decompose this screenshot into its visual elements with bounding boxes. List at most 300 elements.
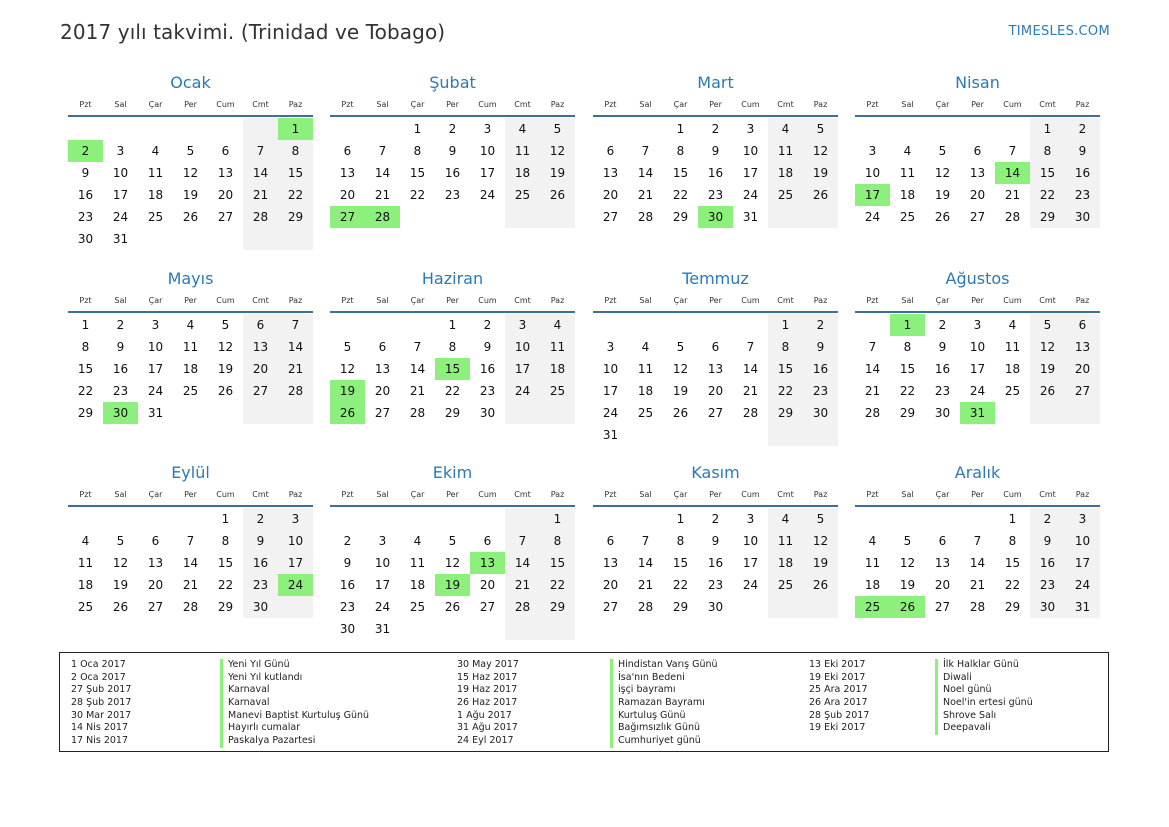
day-cell: 17: [969, 362, 986, 376]
day-cell: 28: [637, 600, 654, 614]
day-cell: 26: [934, 210, 951, 224]
day-cell: 12: [899, 556, 916, 570]
weekday-header: [593, 488, 838, 502]
day-cell: 5: [221, 318, 230, 332]
day-cell: 27: [479, 600, 496, 614]
day-cell: 1: [221, 512, 230, 526]
day-cell: 2: [711, 512, 720, 526]
legend-holiday-name: Noel günü: [935, 684, 1033, 697]
header-divider: [330, 505, 575, 507]
empty-cell: [68, 508, 103, 530]
empty-cell: [1030, 402, 1065, 424]
month-2: [330, 72, 575, 228]
day-cell: 6: [606, 144, 615, 158]
day-cell: 11: [768, 140, 803, 162]
day-cell: 30: [243, 596, 278, 618]
day-cell: 27: [217, 210, 234, 224]
weekday-label: Çar: [410, 100, 425, 109]
day-cell: 28: [969, 600, 986, 614]
empty-cell: [890, 508, 925, 530]
legend-holiday-name: Paskalya Pazartesi: [220, 735, 369, 748]
day-cell: 20: [374, 384, 391, 398]
day-cell: 14: [637, 556, 654, 570]
header-divider: [68, 505, 313, 507]
legend-date: 24 Eyl 2017: [457, 735, 514, 747]
day-cell: 7: [973, 534, 982, 548]
weekday-label: Pzt: [341, 296, 354, 305]
day-cell: 17: [112, 188, 129, 202]
empty-cell: [470, 508, 505, 530]
weekday-label: Paz: [1075, 296, 1090, 305]
day-cell: 9: [938, 340, 947, 354]
day-cell: 3: [278, 508, 313, 530]
day-cell: 5: [448, 534, 457, 548]
day-cell: 5: [343, 340, 352, 354]
day-cell: 14: [637, 166, 654, 180]
weekday-label: Per: [971, 100, 984, 109]
day-cell: 13: [602, 166, 619, 180]
day-cell: 2: [711, 122, 720, 136]
day-cell: 16: [77, 188, 94, 202]
day-cell: 11: [505, 140, 540, 162]
weekday-label: Cmt: [1039, 296, 1056, 305]
empty-cell: [628, 508, 663, 530]
month-name: Şubat: [429, 73, 476, 92]
day-grid: [68, 508, 313, 618]
empty-cell: [435, 206, 470, 228]
holiday-legend: [59, 652, 1109, 752]
weekday-label: Pzt: [866, 296, 879, 305]
empty-cell: [855, 118, 890, 140]
weekday-label: Çar: [410, 296, 425, 305]
empty-cell: [208, 228, 243, 250]
day-cell: 13: [1065, 336, 1100, 358]
day-cell: 26: [803, 574, 838, 596]
day-cell: 6: [483, 534, 492, 548]
day-cell: 27: [147, 600, 164, 614]
day-cell: 17: [505, 358, 540, 380]
header-divider: [68, 311, 313, 313]
holiday-day-cell: 1: [890, 314, 925, 336]
day-cell: 18: [505, 162, 540, 184]
day-cell: 24: [742, 188, 759, 202]
day-cell: 21: [243, 184, 278, 206]
day-cell: 4: [768, 118, 803, 140]
day-cell: 24: [479, 188, 496, 202]
day-cell: 7: [746, 340, 755, 354]
day-cell: 22: [278, 184, 313, 206]
day-cell: 4: [413, 534, 422, 548]
weekday-label: Cum: [741, 296, 760, 305]
day-cell: 28: [637, 210, 654, 224]
day-cell: 16: [707, 556, 724, 570]
weekday-label: Pzt: [866, 100, 879, 109]
day-cell: 6: [243, 314, 278, 336]
day-cell: 20: [147, 578, 164, 592]
weekday-label: Cum: [216, 100, 235, 109]
day-cell: 10: [147, 340, 164, 354]
day-cell: 13: [339, 166, 356, 180]
weekday-label: Sal: [114, 296, 127, 305]
day-cell: 12: [339, 362, 356, 376]
day-cell: 17: [1065, 552, 1100, 574]
weekday-label: Pzt: [341, 100, 354, 109]
month-name: Ekim: [432, 463, 473, 482]
weekday-label: Cmt: [514, 100, 531, 109]
day-cell: 29: [444, 406, 461, 420]
holiday-day-cell: 25: [855, 596, 890, 618]
day-cell: 14: [182, 556, 199, 570]
day-cell: 9: [116, 340, 125, 354]
day-cell: 13: [969, 166, 986, 180]
day-cell: 2: [343, 534, 352, 548]
day-cell: 1: [413, 122, 422, 136]
day-cell: 14: [505, 552, 540, 574]
day-cell: 16: [934, 362, 951, 376]
day-cell: 10: [505, 336, 540, 358]
empty-cell: [208, 118, 243, 140]
weekday-label: Paz: [550, 296, 565, 305]
day-cell: 7: [278, 314, 313, 336]
day-cell: 24: [1065, 574, 1100, 596]
legend-date: 31 Ağu 2017: [457, 722, 518, 734]
day-cell: 14: [278, 336, 313, 358]
day-grid: [593, 118, 838, 228]
day-cell: 15: [672, 556, 689, 570]
empty-cell: [243, 118, 278, 140]
day-cell: 4: [1008, 318, 1017, 332]
day-cell: 26: [540, 184, 575, 206]
day-cell: 8: [676, 534, 685, 548]
weekday-label: Cmt: [514, 490, 531, 499]
day-cell: 9: [243, 530, 278, 552]
month-name: Aralık: [954, 463, 1001, 482]
day-cell: 10: [742, 534, 759, 548]
day-cell: 18: [409, 578, 426, 592]
day-cell: 26: [1030, 380, 1065, 402]
empty-cell: [925, 118, 960, 140]
day-cell: 18: [637, 384, 654, 398]
day-cell: 28: [278, 380, 313, 402]
day-cell: 24: [602, 406, 619, 420]
day-cell: 24: [374, 600, 391, 614]
empty-cell: [733, 424, 768, 446]
brand-link[interactable]: TIMESLES.COM: [1008, 24, 1110, 39]
day-cell: 15: [1030, 162, 1065, 184]
empty-cell: [995, 402, 1030, 424]
day-cell: 6: [378, 340, 387, 354]
day-cell: 8: [1030, 140, 1065, 162]
day-cell: 29: [672, 600, 689, 614]
weekday-label: Paz: [1075, 490, 1090, 499]
weekday-header: [330, 488, 575, 502]
weekday-label: Sal: [376, 490, 389, 499]
weekday-label: Paz: [550, 100, 565, 109]
day-cell: 19: [182, 188, 199, 202]
day-cell: 12: [803, 530, 838, 552]
day-cell: 5: [803, 508, 838, 530]
empty-cell: [803, 596, 838, 618]
day-cell: 15: [1004, 556, 1021, 570]
empty-cell: [768, 206, 803, 228]
day-cell: 13: [934, 556, 951, 570]
day-cell: 25: [182, 384, 199, 398]
header-divider: [855, 505, 1100, 507]
empty-cell: [470, 206, 505, 228]
day-cell: 28: [409, 406, 426, 420]
month-6: [330, 268, 575, 424]
empty-cell: [628, 118, 663, 140]
weekday-label: Cmt: [252, 490, 269, 499]
empty-cell: [243, 228, 278, 250]
month-name: Mayıs: [167, 269, 214, 288]
day-cell: 12: [182, 166, 199, 180]
month-11: [593, 462, 838, 618]
day-grid: [855, 118, 1100, 228]
day-cell: 18: [540, 358, 575, 380]
empty-cell: [960, 508, 995, 530]
day-cell: 31: [742, 210, 759, 224]
legend-names-col-1: [220, 659, 369, 748]
weekday-label: Cmt: [252, 296, 269, 305]
day-cell: 1: [540, 508, 575, 530]
day-cell: 9: [1065, 140, 1100, 162]
day-cell: 10: [1065, 530, 1100, 552]
weekday-label: Pzt: [341, 490, 354, 499]
day-cell: 26: [672, 406, 689, 420]
legend-holiday-name: işçi bayramı: [610, 684, 718, 697]
page-title: 2017 yılı takvimi. (Trinidad ve Tobago): [60, 20, 446, 44]
day-cell: 9: [803, 336, 838, 358]
legend-holiday-name: Karnaval: [220, 684, 369, 697]
day-grid: [855, 314, 1100, 424]
day-cell: 27: [602, 210, 619, 224]
empty-cell: [208, 402, 243, 424]
day-cell: 11: [864, 556, 881, 570]
day-cell: 25: [147, 210, 164, 224]
day-cell: 13: [374, 362, 391, 376]
day-cell: 6: [938, 534, 947, 548]
weekday-header: [855, 488, 1100, 502]
legend-holiday-name: Noel'in ertesi günü: [935, 697, 1033, 710]
day-cell: 20: [243, 358, 278, 380]
day-cell: 30: [803, 402, 838, 424]
empty-cell: [330, 314, 365, 336]
day-cell: 1: [448, 318, 457, 332]
day-cell: 12: [803, 140, 838, 162]
empty-cell: [435, 508, 470, 530]
empty-cell: [400, 206, 435, 228]
empty-cell: [663, 424, 698, 446]
day-cell: 2: [448, 122, 457, 136]
empty-cell: [138, 118, 173, 140]
day-cell: 11: [182, 340, 199, 354]
day-cell: 25: [505, 184, 540, 206]
legend-date: 28 Şub 2017: [71, 697, 132, 709]
holiday-day-cell: 14: [995, 162, 1030, 184]
day-cell: 23: [1030, 574, 1065, 596]
weekday-header: [855, 294, 1100, 308]
day-cell: 7: [378, 144, 387, 158]
empty-cell: [278, 228, 313, 250]
day-cell: 29: [1030, 206, 1065, 228]
empty-cell: [470, 618, 505, 640]
day-cell: 27: [243, 380, 278, 402]
day-cell: 8: [413, 144, 422, 158]
day-cell: 14: [864, 362, 881, 376]
weekday-label: Paz: [288, 296, 303, 305]
weekday-label: Pzt: [79, 100, 92, 109]
day-cell: 3: [378, 534, 387, 548]
day-cell: 4: [186, 318, 195, 332]
month-12: [855, 462, 1100, 618]
day-cell: 27: [1065, 380, 1100, 402]
day-cell: 26: [803, 184, 838, 206]
empty-cell: [663, 314, 698, 336]
legend-holiday-name: Kurtuluş Günü: [610, 710, 718, 723]
day-grid: [593, 314, 838, 446]
day-cell: 22: [540, 574, 575, 596]
day-cell: 17: [374, 578, 391, 592]
weekday-label: Cmt: [777, 100, 794, 109]
day-cell: 22: [217, 578, 234, 592]
day-cell: 30: [77, 232, 94, 246]
weekday-label: Per: [184, 490, 197, 499]
weekday-label: Per: [709, 296, 722, 305]
day-cell: 14: [243, 162, 278, 184]
day-cell: 16: [479, 362, 496, 376]
day-cell: 5: [186, 144, 195, 158]
day-cell: 12: [672, 362, 689, 376]
day-cell: 10: [112, 166, 129, 180]
day-cell: 27: [707, 406, 724, 420]
weekday-label: Sal: [376, 100, 389, 109]
holiday-day-cell: 28: [365, 206, 400, 228]
day-cell: 16: [112, 362, 129, 376]
day-cell: 25: [899, 210, 916, 224]
legend-holiday-name: Manevi Baptist Kurtuluş Günü: [220, 710, 369, 723]
day-cell: 5: [803, 118, 838, 140]
day-cell: 28: [182, 600, 199, 614]
day-cell: 13: [147, 556, 164, 570]
day-cell: 29: [899, 406, 916, 420]
empty-cell: [400, 314, 435, 336]
day-cell: 15: [217, 556, 234, 570]
legend-holiday-name: Bağımsızlık Günü: [610, 722, 718, 735]
day-cell: 12: [112, 556, 129, 570]
weekday-label: Sal: [639, 296, 652, 305]
legend-holiday-name: Yeni Yıl kutlandı: [220, 672, 369, 685]
day-cell: 17: [278, 552, 313, 574]
empty-cell: [243, 402, 278, 424]
day-cell: 10: [374, 556, 391, 570]
weekday-label: Cum: [478, 490, 497, 499]
weekday-label: Per: [971, 296, 984, 305]
day-grid: [330, 314, 575, 424]
weekday-label: Cmt: [514, 296, 531, 305]
day-cell: 16: [444, 166, 461, 180]
day-cell: 20: [934, 578, 951, 592]
weekday-header: [330, 294, 575, 308]
legend-date: 27 Şub 2017: [71, 684, 132, 696]
day-cell: 17: [742, 166, 759, 180]
day-cell: 5: [938, 144, 947, 158]
day-cell: 8: [448, 340, 457, 354]
day-cell: 25: [77, 600, 94, 614]
day-cell: 15: [768, 358, 803, 380]
day-cell: 27: [374, 406, 391, 420]
day-cell: 7: [641, 534, 650, 548]
holiday-day-cell: 27: [330, 206, 365, 228]
weekday-label: Sal: [114, 100, 127, 109]
holiday-day-cell: 17: [855, 184, 890, 206]
month-1: [68, 72, 313, 250]
legend-holiday-name: İsa'nın Bedeni: [610, 672, 718, 685]
header-divider: [593, 505, 838, 507]
day-cell: 11: [540, 336, 575, 358]
legend-date: 2 Oca 2017: [71, 671, 126, 683]
day-cell: 23: [479, 384, 496, 398]
empty-cell: [733, 314, 768, 336]
header-divider: [593, 115, 838, 117]
day-cell: 19: [803, 162, 838, 184]
day-cell: 10: [864, 166, 881, 180]
holiday-day-cell: 26: [330, 402, 365, 424]
day-cell: 22: [77, 384, 94, 398]
day-cell: 7: [186, 534, 195, 548]
day-cell: 6: [973, 144, 982, 158]
day-cell: 21: [182, 578, 199, 592]
legend-holiday-name: İlk Halklar Günü: [935, 659, 1033, 672]
empty-cell: [365, 314, 400, 336]
day-cell: 9: [81, 166, 90, 180]
legend-holiday-name: Hindistan Varış Günü: [610, 659, 718, 672]
day-cell: 7: [641, 144, 650, 158]
day-cell: 26: [444, 600, 461, 614]
weekday-label: Cmt: [1039, 490, 1056, 499]
empty-cell: [890, 118, 925, 140]
empty-cell: [330, 118, 365, 140]
empty-cell: [803, 424, 838, 446]
day-cell: 15: [409, 166, 426, 180]
month-9: [68, 462, 313, 618]
day-cell: 27: [969, 210, 986, 224]
day-cell: 29: [1004, 600, 1021, 614]
weekday-label: Paz: [288, 100, 303, 109]
day-cell: 16: [243, 552, 278, 574]
weekday-header: [330, 98, 575, 112]
day-cell: 7: [243, 140, 278, 162]
day-cell: 10: [479, 144, 496, 158]
day-cell: 13: [243, 336, 278, 358]
day-cell: 16: [1030, 552, 1065, 574]
weekday-label: Paz: [813, 296, 828, 305]
legend-date: 1 Ağu 2017: [457, 709, 512, 721]
day-cell: 7: [868, 340, 877, 354]
weekday-label: Paz: [550, 490, 565, 499]
day-cell: 28: [1004, 210, 1021, 224]
legend-date: 30 May 2017: [457, 659, 519, 670]
day-cell: 22: [1004, 578, 1021, 592]
weekday-label: Per: [184, 100, 197, 109]
day-cell: 2: [1030, 508, 1065, 530]
day-cell: 20: [479, 578, 496, 592]
day-cell: 29: [217, 600, 234, 614]
day-cell: 4: [903, 144, 912, 158]
empty-cell: [505, 508, 540, 530]
empty-cell: [768, 424, 803, 446]
holiday-day-cell: 13: [470, 552, 505, 574]
